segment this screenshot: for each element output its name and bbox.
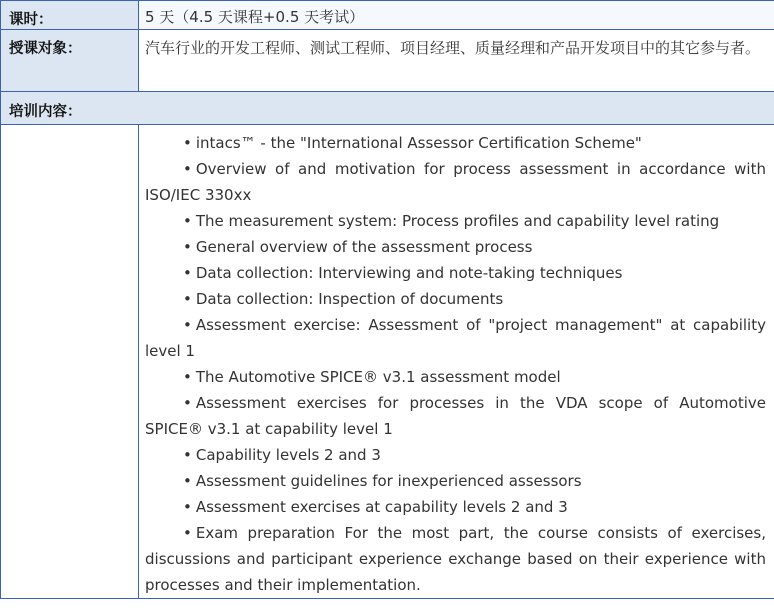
audience-value-cell [139, 30, 774, 92]
content-item-text: The Automotive SPICE® v3.1 assessment model [195, 368, 561, 386]
content-list-item [145, 364, 766, 390]
content-item-text: Assessment exercise: Assessment of "project management" at capability level 1 [145, 316, 766, 360]
bullet-icon: • [183, 524, 192, 542]
content-item-text: The measurement system: Process profiles and capability level rating [195, 212, 720, 230]
content-item-text: Assessment guidelines for inexperienced assessors [195, 472, 582, 490]
audience-label: 授课对象： [9, 41, 82, 57]
duration-label: 课时： [9, 12, 53, 28]
duration-value-cell [139, 1, 774, 30]
content-item-text: Overview of and motivation for process assessment in accordance with ISO/IEC 330xx [145, 160, 766, 204]
duration-label-cell [1, 1, 139, 30]
bullet-icon: • [183, 368, 192, 386]
content-item-text: Assessment exercises at capability levels 2 and 3 [195, 498, 568, 516]
content-list-item [145, 286, 766, 312]
bullet-icon: • [183, 134, 192, 152]
bullet-icon: • [183, 238, 192, 256]
audience-label-cell [1, 30, 139, 92]
bullet-icon: • [183, 290, 192, 308]
content-empty-cell [1, 125, 139, 599]
content-item-text: General overview of the assessment process [195, 238, 533, 256]
duration-value: 5 天（4.5 天课程+0.5 天考试） [145, 8, 365, 26]
content-item-text: Data collection: Interviewing and note-taking techniques [195, 264, 623, 282]
content-header-row [1, 92, 774, 125]
content-row [1, 125, 774, 599]
duration-row [1, 1, 774, 30]
content-list-item [145, 208, 766, 234]
content-item-text: Data collection: Inspection of documents [195, 290, 504, 308]
content-list-item [145, 130, 766, 156]
content-list-item [145, 312, 766, 364]
bullet-icon: • [183, 160, 192, 178]
content-list-item [145, 520, 766, 598]
bullet-icon: • [183, 446, 192, 464]
content-list-item [145, 234, 766, 260]
content-list-item [145, 442, 766, 468]
content-item-text: Assessment exercises for processes in the VDA scope of Automotive SPICE® v3.1 at capability level 1 [145, 394, 766, 438]
content-label: 培训内容： [9, 104, 82, 120]
content-list-cell [139, 125, 774, 599]
content-list [139, 125, 774, 598]
bullet-icon: • [183, 212, 192, 230]
content-item-text: Exam preparation For the most part, the course consists of exercises, discussions and participant experience exchange based on their experience with processes and their implementation. [145, 524, 766, 594]
bullet-icon: • [183, 498, 192, 516]
content-header-cell [1, 92, 774, 125]
content-list-item [145, 156, 766, 208]
content-item-text: intacs™ - the "International Assessor Certification Scheme" [195, 134, 642, 152]
content-item-text: Capability levels 2 and 3 [195, 446, 381, 464]
bullet-icon: • [183, 264, 192, 282]
content-list-item [145, 390, 766, 442]
audience-value: 汽车行业的开发工程师、测试工程师、项目经理、质量经理和产品开发项目中的其它参与者。 [145, 39, 761, 57]
bullet-icon: • [183, 394, 192, 412]
content-list-item [145, 494, 766, 520]
bullet-icon: • [183, 472, 192, 490]
content-list-item [145, 468, 766, 494]
bullet-icon: • [183, 316, 192, 334]
content-list-item [145, 260, 766, 286]
audience-row [1, 30, 774, 92]
